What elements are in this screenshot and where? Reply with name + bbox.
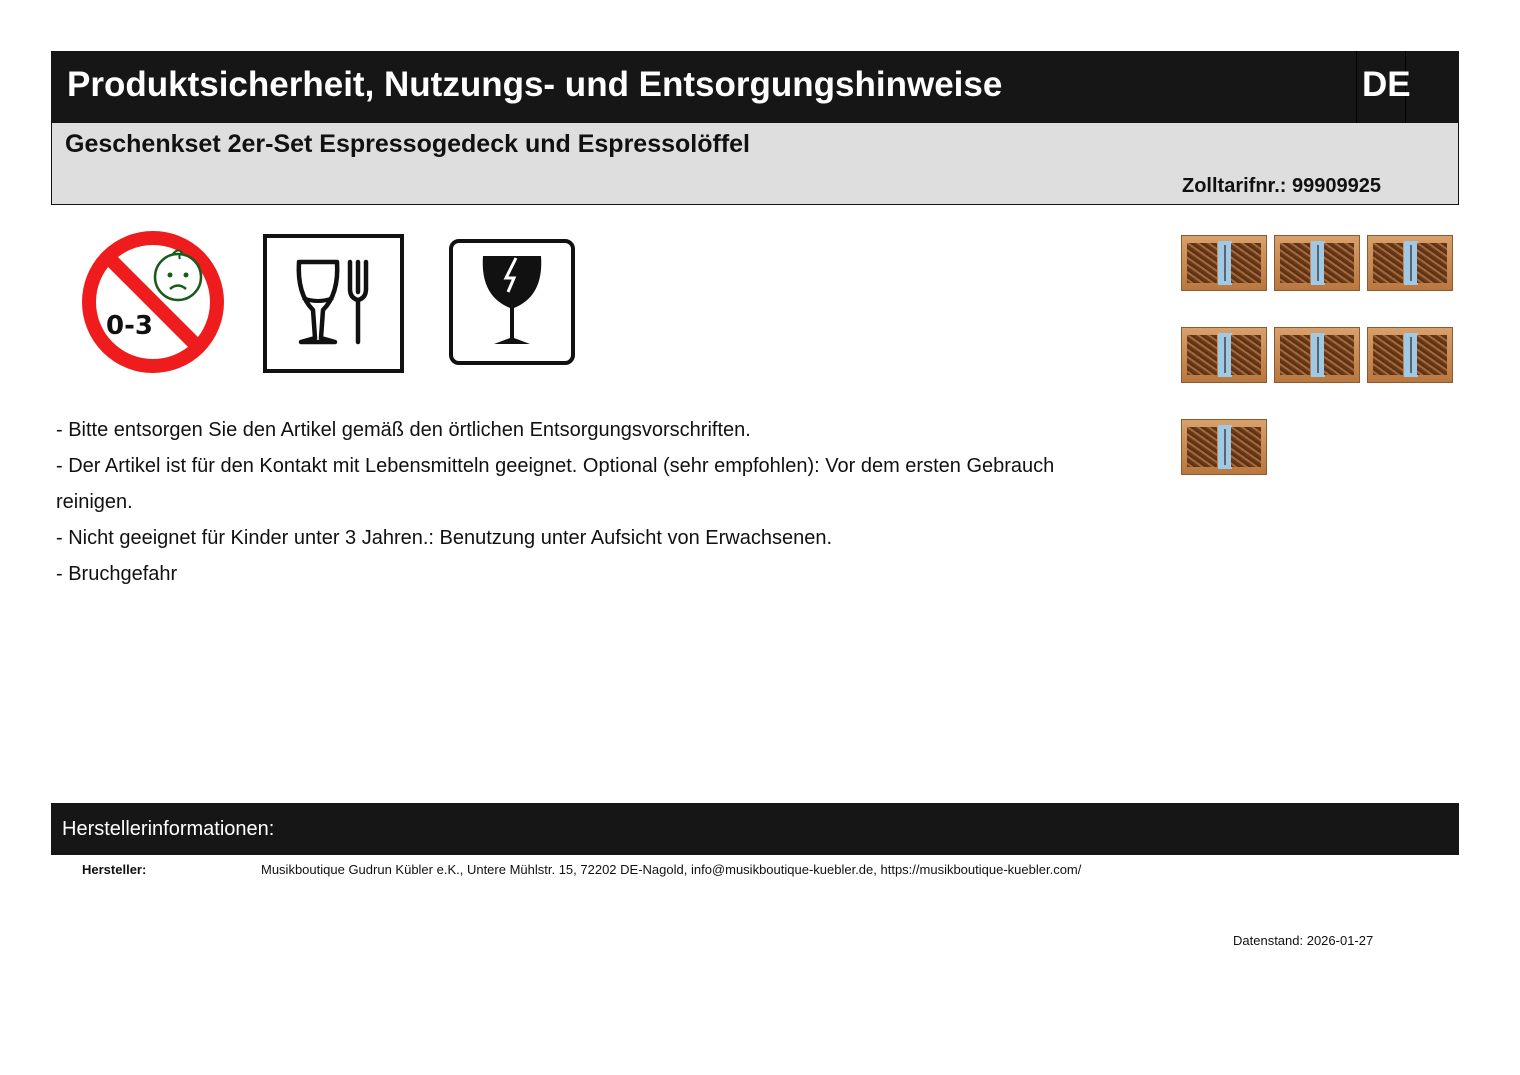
note-fragile: - Bruchgefahr <box>56 563 178 585</box>
safety-notes <box>56 412 1076 592</box>
page-title: Produktsicherheit, Nutzungs- und Entsorgungshinweise <box>67 65 1003 104</box>
product-image <box>1367 327 1453 383</box>
product-image <box>1274 235 1360 291</box>
product-image <box>1274 327 1360 383</box>
manufacturer-details: Musikboutique Gudrun Kübler e.K., Untere Mühlstr. 15, 72202 DE-Nagold, info@musikboutique-kuebler.de, https://musikboutique-kuebler.com/ <box>261 862 1082 877</box>
note-food-contact: - Der Artikel ist für den Kontakt mit Lebensmitteln geeignet. Optional (sehr empfohlen): Vor dem ersten Gebrauch reinigen. <box>56 455 1055 513</box>
tariff-number: Zolltarifnr.: 99909925 <box>1182 175 1381 197</box>
food-safe-glass-fork-icon <box>263 234 404 373</box>
product-name: Geschenkset 2er-Set Espressogedeck und Espressolöffel <box>65 130 750 158</box>
product-image <box>1181 235 1267 291</box>
header-bar <box>51 51 1459 123</box>
note-disposal: - Bitte entsorgen Sie den Artikel gemäß den örtlichen Entsorgungsvorschriften. <box>56 419 751 441</box>
manufacturer-header <box>51 803 1459 855</box>
age-label: 0-3 <box>106 311 153 341</box>
language-box <box>1356 51 1411 123</box>
data-date: Datenstand: 2026-01-27 <box>1233 933 1374 948</box>
product-image <box>1367 235 1453 291</box>
manufacturer-label: Hersteller: <box>82 862 147 877</box>
fragile-glass-icon <box>448 238 576 366</box>
product-image <box>1181 419 1267 475</box>
language-code: DE <box>1362 65 1411 104</box>
not-for-children-0-3-icon <box>80 229 226 375</box>
product-image <box>1181 327 1267 383</box>
manufacturer-section-title: Herstellerinformationen: <box>62 818 275 840</box>
note-children: - Nicht geeignet für Kinder unter 3 Jahren.: Benutzung unter Aufsicht von Erwachsenen. <box>56 527 833 549</box>
product-header <box>51 123 1459 205</box>
